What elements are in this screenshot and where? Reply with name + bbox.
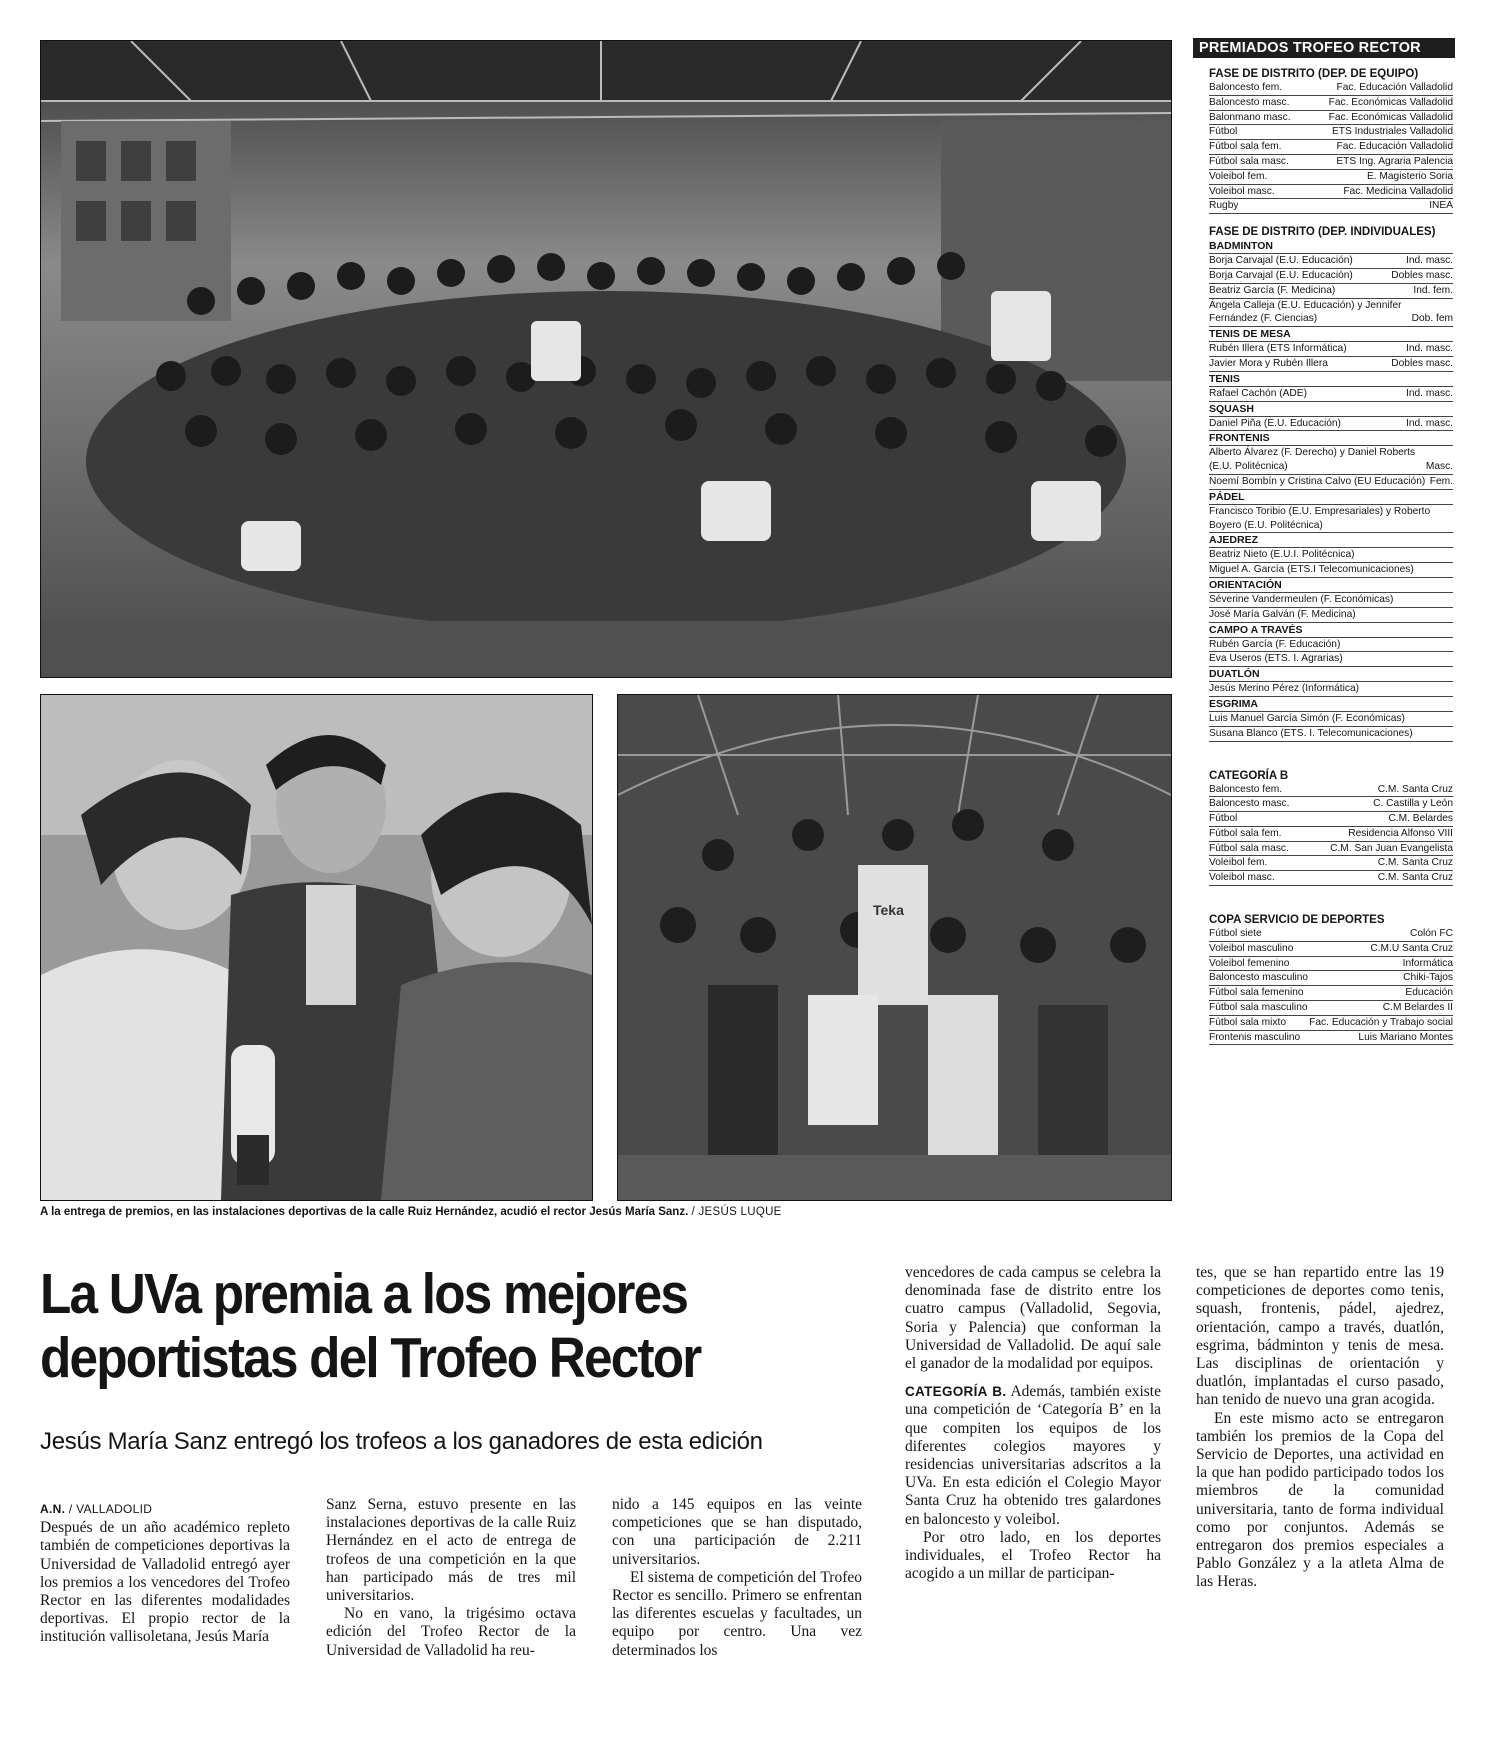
- result-sport: Rugby: [1209, 200, 1239, 212]
- result-winner: Luis Mariano Montes: [1358, 1031, 1453, 1043]
- headline: [40, 1262, 814, 1390]
- team-results-section: [1209, 68, 1453, 214]
- entry-name: Séverine Vandermeulen (F. Económicas): [1209, 593, 1394, 605]
- result-winner: C.M Belardes II: [1382, 1002, 1453, 1014]
- result-sport: Baloncesto fem.: [1209, 82, 1283, 93]
- result-row: [1209, 81, 1453, 96]
- entry-category: Ind. masc.: [1406, 387, 1453, 399]
- result-winner: Residencia Alfonso VIII: [1348, 827, 1453, 839]
- entry-category: Dobles masc.: [1391, 269, 1453, 281]
- paragraph: nido a 145 equipos en las veinte competiciones que se han disputado, con una participación de 2.211 universitarios.: [612, 1496, 862, 1568]
- result-winner: Informática: [1402, 957, 1453, 969]
- entry-last-line: [1209, 638, 1453, 652]
- entry-last-line: [1209, 548, 1453, 562]
- section-heading: FASE DE DISTRITO (DEP. DE EQUIPO): [1209, 68, 1419, 80]
- result-entry: [1209, 299, 1453, 328]
- byline: [40, 1500, 290, 1518]
- result-row: [1209, 827, 1453, 842]
- result-entry: [1209, 269, 1453, 284]
- byline-author: A.N.: [40, 1502, 66, 1516]
- section-heading: COPA SERVICIO DE DEPORTES: [1209, 914, 1385, 927]
- entry-last-line: [1209, 342, 1453, 356]
- entry-category: Masc.: [1425, 461, 1453, 473]
- individual-results-section: [1209, 226, 1453, 741]
- entry-last-line: [1209, 563, 1453, 577]
- result-row: [1209, 140, 1453, 155]
- paragraph: tes, que se han repartido entre las 19 competiciones de deportes como tenis, squash, frontenis, pádel, ajedrez, orientación, campo a través, duatlón, esgrima, bádminton y tenis de mesa. Las disciplinas de orientación y duatlón, implantadas el curso pasado, han tenido de nuevo una gran acogida.: [1196, 1264, 1444, 1409]
- category-b-section: [1209, 770, 1453, 887]
- result-row: [1209, 927, 1453, 942]
- result-row: [1209, 971, 1453, 986]
- result-row: [1209, 797, 1453, 812]
- entry-last-line: [1209, 284, 1453, 298]
- winners-photo: [617, 694, 1172, 1201]
- entry-last-line: [1209, 460, 1453, 474]
- result-winner: C.M. Belardes: [1388, 813, 1453, 825]
- entry-line: Ángela Calleja (E.U. Educación) y Jennifer: [1209, 299, 1402, 311]
- entry-name: Fernández (F. Ciencias): [1209, 313, 1318, 325]
- result-winner: Fac. Económicas Valladolid: [1328, 96, 1453, 108]
- sport-heading: CAMPO A TRAVÉS: [1209, 623, 1453, 638]
- result-entry: [1209, 357, 1453, 372]
- result-entry: [1209, 563, 1453, 578]
- result-winner: Colón FC: [1409, 928, 1453, 940]
- result-winner: Chiki-Tajos: [1403, 972, 1453, 984]
- entry-category: Dob. fem: [1411, 313, 1453, 325]
- result-row: [1209, 1016, 1453, 1031]
- entry-last-line: [1209, 519, 1453, 533]
- result-row: [1209, 155, 1453, 170]
- entry-name: Rubén García (F. Educación): [1209, 638, 1341, 650]
- result-winner: C.M. Santa Cruz: [1377, 857, 1453, 869]
- result-row: [1209, 812, 1453, 827]
- result-sport: Voleibol masc.: [1209, 185, 1275, 197]
- entry-name: Boyero (E.U. Politécnica): [1209, 519, 1323, 531]
- entry-last-line: [1209, 712, 1453, 726]
- rector-photo: [40, 694, 593, 1201]
- result-sport: Fútbol: [1209, 126, 1238, 138]
- paragraph: Después de un año académico repleto también de competiciones deportivas la Universidad de Valladolid entregó ayer los premios a los vencedores del Trofeo Rector en las diferentes modalidades deportivas. El propio rector de la institución vallisoletana, Jesús María: [40, 1519, 290, 1646]
- result-winner: Fac. Medicina Valladolid: [1343, 185, 1453, 197]
- sport-heading: ORIENTACIÓN: [1209, 578, 1453, 593]
- result-winner: Educación: [1405, 987, 1453, 999]
- result-winner: C.M. San Juan Evangelista: [1330, 842, 1453, 854]
- result-row: [1209, 125, 1453, 140]
- entry-name: Borja Carvajal (E.U. Educación): [1209, 269, 1353, 281]
- result-sport: Voleibol masc.: [1209, 872, 1275, 884]
- results-sidebar: [1193, 38, 1455, 1201]
- entry-name: Beatriz García (F. Medicina): [1209, 284, 1336, 296]
- sport-heading: ESGRIMA: [1209, 697, 1453, 712]
- result-row: [1209, 185, 1453, 200]
- section-heading: FASE DE DISTRITO (DEP. INDIVIDUALES): [1209, 226, 1436, 239]
- entry-name: Jesús Merino Pérez (Informática): [1209, 683, 1360, 695]
- shirt-text: Teka: [873, 902, 904, 918]
- result-sport: Baloncesto fem.: [1209, 783, 1283, 795]
- result-row: [1209, 1031, 1453, 1046]
- result-winner: C. Castilla y León: [1373, 798, 1453, 810]
- entry-last-line: [1209, 593, 1453, 607]
- result-entry: [1209, 284, 1453, 299]
- paragraph: Sanz Serna, estuvo presente en las instalaciones deportivas de la calle Ruiz Hernández en el acto de entrega de trofeos de una competición en la que han participado más de tres mil universitarios.: [326, 1496, 576, 1605]
- entry-last-line: [1209, 727, 1453, 741]
- paragraph: En este mismo acto se entregaron también los premios de la Copa del Servicio de Deportes, una actividad en la que han podido participado todos los miembros de la comunidad universitaria, tanto de forma individual como por conjuntos. Además se entregaron dos premios especiales a Pablo González y a la atleta Alma de las Heras.: [1196, 1409, 1444, 1591]
- entry-last-line: [1209, 312, 1453, 326]
- result-entry: [1209, 342, 1453, 357]
- result-sport: Baloncesto masc.: [1209, 96, 1290, 108]
- entry-name: Miguel A. García (ETS.I Telecomunicaciones): [1209, 564, 1414, 576]
- result-entry: [1209, 593, 1453, 608]
- result-row: [1209, 111, 1453, 126]
- paragraph-text: Además, también existe una competición de ‘Categoría B’ en la que compiten los equipos de los diferentes colegios mayores y residencias universitarias adscritos a la UVa. En esta edición el Colegio Mayor Santa Cruz ha obtenido tres galardones en baloncesto y voleibol.: [905, 1383, 1161, 1528]
- article-column-2: [326, 1496, 576, 1660]
- entry-last-line: [1209, 254, 1453, 268]
- result-winner: Fac. Educación Valladolid: [1336, 82, 1453, 93]
- result-entry: [1209, 727, 1453, 742]
- entry-last-line: [1209, 417, 1453, 431]
- result-entry: [1209, 417, 1453, 432]
- result-sport: Fútbol siete: [1209, 928, 1262, 940]
- result-row: [1209, 842, 1453, 857]
- result-row: [1209, 170, 1453, 185]
- result-sport: Fútbol sala mixto: [1209, 1016, 1287, 1028]
- entry-last-line: [1209, 387, 1453, 401]
- entry-name: Beatriz Nieto (E.U.I. Politécnica): [1209, 549, 1355, 561]
- paragraph: El sistema de competición del Trofeo Rector es sencillo. Primero se enfrentan las diferentes escuelas y facultades, un equipo por centro. Una vez determinados los: [612, 1568, 862, 1659]
- paragraph: [905, 1383, 1161, 1529]
- entry-name: José María Galván (F. Medicina): [1209, 608, 1356, 620]
- result-entry: [1209, 254, 1453, 269]
- sport-heading: BADMINTON: [1209, 239, 1453, 254]
- result-winner: C.M. Santa Cruz: [1377, 872, 1453, 884]
- caption-text: A la entrega de premios, en las instalaciones deportivas de la calle Ruiz Hernández, acudió el rector Jesús María Sanz.: [40, 1206, 689, 1218]
- cup-section: [1209, 914, 1453, 1045]
- result-winner: C.M.U Santa Cruz: [1370, 942, 1453, 954]
- entry-name: Javier Mora y Rubén Illera: [1209, 357, 1328, 369]
- result-entry: [1209, 638, 1453, 653]
- byline-location: / VALLADOLID: [68, 1502, 153, 1516]
- result-row: [1209, 986, 1453, 1001]
- entry-last-line: [1209, 608, 1453, 622]
- paragraph: vencedores de cada campus se celebra la denominada fase de distrito entre los cuatro campus (Valladolid, Segovia, Soria y Palencia) que conforman la Universidad de Valladolid. De aquí sale el ganador de la modalidad por equipos.: [905, 1264, 1161, 1373]
- result-row: [1209, 783, 1453, 798]
- result-winner: E. Magisterio Soria: [1366, 170, 1453, 182]
- entry-last-line: [1209, 652, 1453, 666]
- entry-name: Noemí Bombín y Cristina Calvo (EU Educación): [1209, 475, 1426, 487]
- entry-category: Ind. fem.: [1413, 284, 1453, 296]
- entry-category: Ind. masc.: [1406, 417, 1453, 429]
- result-row: [1209, 871, 1453, 886]
- result-winner: Fac. Económicas Valladolid: [1328, 111, 1453, 123]
- result-row: [1209, 199, 1453, 214]
- entry-line: Alberto Álvarez (F. Derecho) y Daniel Roberts: [1209, 447, 1416, 459]
- entry-category: Dobles masc.: [1391, 357, 1453, 369]
- rector-photo-image: [41, 695, 592, 1200]
- sport-heading: TENIS: [1209, 372, 1453, 387]
- result-sport: Fútbol sala femenino: [1209, 987, 1304, 999]
- result-sport: Fútbol sala masc.: [1209, 842, 1289, 854]
- result-entry: [1209, 446, 1453, 475]
- result-row: [1209, 942, 1453, 957]
- entry-name: Daniel Piña (E.U. Educación): [1209, 417, 1341, 429]
- entry-last-line: [1209, 269, 1453, 283]
- result-sport: Voleibol femenino: [1209, 957, 1290, 969]
- entry-name: Luis Manuel García Simón (F. Económicas): [1209, 712, 1405, 724]
- article-column-5: [1196, 1264, 1444, 1592]
- result-row: [1209, 856, 1453, 871]
- entry-last-line: [1209, 357, 1453, 371]
- paragraph: No en vano, la trigésimo octava edición del Trofeo Rector de la Universidad de Valladolid ha reu-: [326, 1605, 576, 1659]
- entry-category: Ind. masc.: [1406, 343, 1453, 355]
- photo-caption: [40, 1206, 1180, 1218]
- headline-line-2: deportistas del Trofeo Rector: [40, 1326, 701, 1390]
- result-entry: [1209, 652, 1453, 667]
- entry-last-line: [1209, 475, 1453, 489]
- sport-heading: FRONTENIS: [1209, 431, 1453, 446]
- result-row: [1209, 957, 1453, 972]
- result-sport: Frontenis masculino: [1209, 1031, 1301, 1043]
- result-entry: [1209, 712, 1453, 727]
- winners-photo-image: [618, 695, 1171, 1200]
- entry-name: Borja Carvajal (E.U. Educación): [1209, 255, 1353, 267]
- result-sport: Voleibol masculino: [1209, 942, 1294, 954]
- paragraph: Por otro lado, en los deportes individuales, el Trofeo Rector ha acogido a un millar de participan-: [905, 1528, 1161, 1583]
- group-photo: [40, 40, 1172, 678]
- sidebar-title: PREMIADOS TROFEO RECTOR: [1193, 38, 1455, 58]
- sport-heading: AJEDREZ: [1209, 533, 1453, 548]
- result-winner: Fac. Educación Valladolid: [1336, 141, 1453, 153]
- entry-name: Susana Blanco (ETS. I. Telecomunicaciones): [1209, 727, 1413, 739]
- entry-name: Rafael Cachón (ADE): [1209, 387, 1307, 399]
- result-entry: [1209, 505, 1453, 534]
- sport-heading: SQUASH: [1209, 402, 1453, 417]
- entry-line: Francisco Toribio (E.U. Empresariales) y Roberto: [1209, 505, 1431, 517]
- entry-category: Fem.: [1429, 475, 1453, 487]
- result-sport: Fútbol sala fem.: [1209, 141, 1282, 153]
- entry-name: Rubén Illera (ETS Informática): [1209, 343, 1347, 355]
- entry-category: Ind. masc.: [1406, 255, 1453, 267]
- result-sport: Fútbol sala masc.: [1209, 155, 1289, 167]
- group-photo-image: [41, 41, 1171, 677]
- entry-name: Eva Useros (ETS. I. Agrarias): [1209, 653, 1343, 665]
- section-lead-in: CATEGORÍA B.: [905, 1384, 1007, 1400]
- headline-line-1: La UVa premia a los mejores: [40, 1262, 688, 1326]
- section-heading: CATEGORÍA B: [1209, 769, 1289, 782]
- result-winner: ETS Industriales Valladolid: [1332, 126, 1453, 138]
- result-entry: [1209, 608, 1453, 623]
- article-column-1: [40, 1500, 290, 1647]
- subheadline: Jesús María Sanz entregó los trofeos a los ganadores de esta edición: [40, 1428, 763, 1455]
- entry-last-line: [1209, 682, 1453, 696]
- sport-heading: TENIS DE MESA: [1209, 327, 1453, 342]
- sport-heading: PÁDEL: [1209, 490, 1453, 505]
- result-winner: C.M. Santa Cruz: [1377, 783, 1453, 795]
- result-entry: [1209, 548, 1453, 563]
- result-sport: Fútbol sala masculino: [1209, 1002, 1308, 1014]
- result-sport: Voleibol fem.: [1209, 857, 1268, 869]
- result-sport: Fútbol: [1209, 813, 1238, 825]
- result-entry: [1209, 475, 1453, 490]
- result-sport: Baloncesto masculino: [1209, 972, 1309, 984]
- result-entry: [1209, 387, 1453, 402]
- result-sport: Fútbol sala fem.: [1209, 827, 1282, 839]
- result-sport: Voleibol fem.: [1209, 170, 1268, 182]
- article-column-4: [905, 1264, 1161, 1583]
- photo-credit: / JESÚS LUQUE: [691, 1206, 782, 1218]
- sport-heading: DUATLÓN: [1209, 667, 1453, 682]
- result-row: [1209, 1001, 1453, 1016]
- result-sport: Baloncesto masc.: [1209, 798, 1290, 810]
- article-column-3: [612, 1496, 862, 1660]
- result-winner: Fac. Educación y Trabajo social: [1309, 1016, 1453, 1028]
- result-sport: Balonmano masc.: [1209, 111, 1291, 123]
- entry-name: (E.U. Politécnica): [1209, 461, 1288, 473]
- result-row: [1209, 96, 1453, 111]
- result-winner: INEA: [1429, 200, 1453, 212]
- result-entry: [1209, 682, 1453, 697]
- result-winner: ETS Ing. Agraria Palencia: [1336, 155, 1453, 167]
